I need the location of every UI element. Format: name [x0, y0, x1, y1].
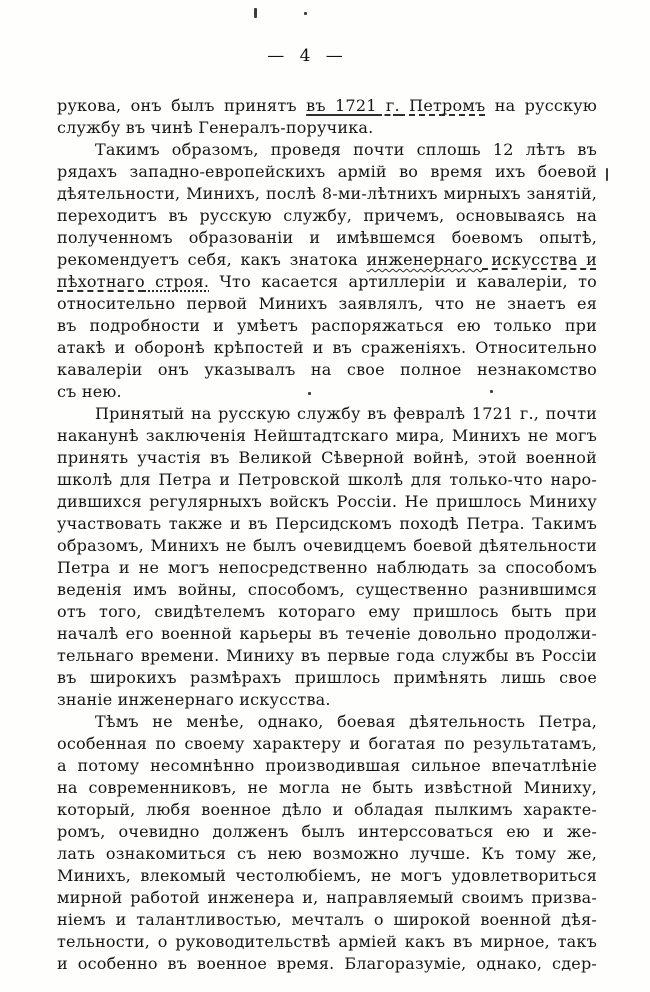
- text-line: переходитъ въ русскую службу, причемъ, основываясь на: [57, 206, 597, 225]
- text-line: въ широкихъ размѣрахъ пришлось примѣнять лишь свое: [57, 668, 597, 687]
- paragraph: [57, 711, 597, 975]
- text-line: атакѣ и оборонѣ крѣпостей и въ сраженіяхъ. Относительно: [57, 338, 597, 357]
- paragraph: [57, 139, 597, 403]
- text-line: ромъ, очевидно долженъ былъ интерссоваться ею и же-: [57, 822, 597, 841]
- text-line: относительно первой Минихъ заявлялъ, что не знаетъ ея: [57, 294, 597, 313]
- text-line: рукова, онъ былъ принятъ въ 1721 г. Петромъ на русскую: [57, 96, 598, 115]
- text-line: дѣятельности, Минихъ, послѣ 8-ми-лѣтнихъ мирныхъ занятій,: [57, 184, 597, 203]
- text-line: и особенно въ военное время. Благоразуміе, однако, сдер-: [57, 954, 597, 973]
- text-line: а потому несомнѣнно производившая сильное впечатлѣніе: [57, 756, 597, 775]
- text-line: тельности, о руководительствѣ арміей какъ въ мирное, такъ: [57, 932, 597, 951]
- text-line: на современниковъ, не могла не быть извѣстной Миниху,: [57, 778, 597, 797]
- text-line: полученномъ образованіи и имѣвшемся боевомъ опытѣ,: [57, 228, 597, 247]
- pencil-underline: искусства и: [482, 250, 597, 269]
- paragraph: [57, 95, 597, 139]
- text-line: въ подробности и умѣетъ распоряжаться ею только при: [57, 316, 597, 335]
- text-line: рядахъ западно-европейскихъ армій во время ихъ боевой: [57, 162, 597, 181]
- text-line: участвовать также и въ Персидскомъ походѣ Петра. Такимъ: [57, 514, 597, 533]
- scan-speck: [254, 8, 257, 18]
- text-line: тельнаго времени. Миниху въ первые года службы въ Россіи: [57, 646, 597, 665]
- text-line: принять участія въ Великой Сѣверной войнѣ, этой военной: [57, 448, 597, 467]
- text-line: знаніе инженернаго искусства.: [57, 690, 331, 709]
- text-line: Такимъ образомъ, проведя почти сплошь 12 лѣтъ въ: [95, 140, 597, 159]
- text-line: отъ того, свидѣтелемъ котораго ему пришлось быть при: [57, 602, 597, 621]
- text-line: рекомендуетъ себя, какъ знатока инженернаго искусства и: [57, 250, 597, 269]
- page-number: — 4 —: [267, 46, 343, 66]
- text-line: наканунѣ заключенія Нейштадтскаго мира, Минихъ не могъ: [57, 426, 597, 445]
- text-line: Петра и не могъ непосредственно наблюдать за способомъ: [57, 558, 597, 577]
- scan-speck: [304, 12, 307, 15]
- text-line: образомъ, Минихъ не былъ очевидцемъ боевой дѣятельности: [57, 536, 597, 555]
- text-line: съ нею.: [57, 382, 122, 401]
- text-line: пѣхотнаго строя. Что касается артиллеріи и кавалеріи, то: [57, 272, 597, 291]
- paragraph: [57, 403, 597, 711]
- text-line: началѣ его военной карьеры въ теченіе довольно продолжи-: [57, 624, 597, 643]
- page-text: [57, 95, 597, 975]
- scan-speck: [490, 390, 493, 393]
- text-line: дившихся регулярныхъ войскъ Россіи. Не пришлось Миниху: [57, 492, 597, 511]
- text-line: мирной работой инженера и, направляемый своимъ призва-: [57, 888, 597, 907]
- text-line: веденія имъ войны, способомъ, существенно разнившимся: [57, 580, 597, 599]
- pencil-underline: инженернаго: [366, 250, 483, 269]
- text-line: Тѣмъ не менѣе, однако, боевая дѣятельность Петра,: [95, 712, 597, 731]
- text-line: кавалеріи онъ указывалъ на свое полное незнакомство: [57, 360, 597, 379]
- pencil-underline: пѣхотнаго: [57, 272, 145, 291]
- text-line: Принятый на русскую службу въ февралѣ 1721 г., почти: [95, 404, 597, 423]
- text-line: особенная по своему характеру и богатая по результатамъ,: [57, 734, 597, 753]
- text-line: который, любя военное дѣло и обладая пылкимъ характе-: [57, 800, 597, 819]
- text-line: лать ознакомиться съ нею возможно лучше. Къ тому же,: [57, 844, 597, 863]
- scan-speck: [606, 168, 608, 181]
- text-line: школѣ для Петра и Петровской школѣ для только-что наро-: [57, 470, 597, 489]
- pencil-underline: Петромъ: [399, 96, 486, 115]
- text-line: службу въ чинѣ Генералъ-поручика.: [57, 118, 374, 137]
- pencil-underline: г.: [376, 96, 400, 115]
- text-line: Минихъ, влекомый честолюбіемъ, не могъ удовлетвориться: [57, 866, 597, 885]
- text-line: ніемъ и талантливостью, мечталъ о широкой военной дѣя-: [57, 910, 597, 929]
- pencil-underline: въ 1721: [306, 96, 377, 115]
- pencil-underline: строя.: [144, 272, 210, 291]
- scan-speck: [308, 392, 311, 395]
